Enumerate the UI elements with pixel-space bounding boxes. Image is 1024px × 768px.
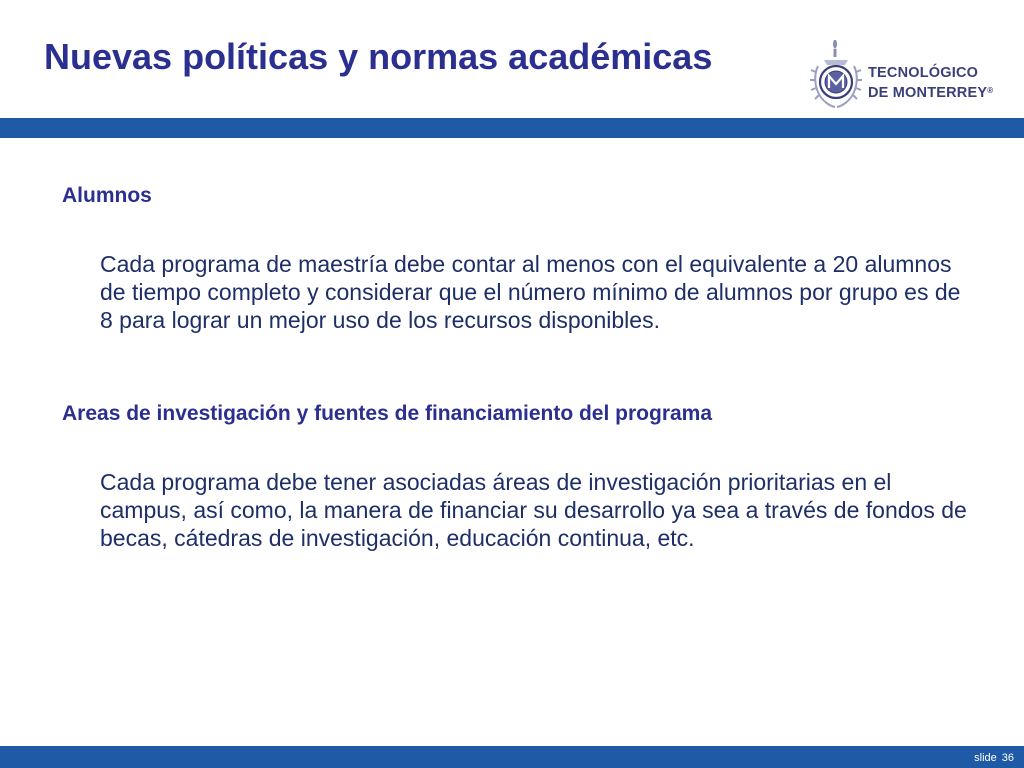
section-body-investigacion: Cada programa debe tener asociadas áreas de investigación prioritarias en el campus, así como, la manera de financiar su desarrollo ya sea a través de fondos de becas, cátedras de investigación, educación continua, etc. — [100, 469, 967, 551]
slide-title: Nuevas políticas y normas académicas — [44, 36, 713, 77]
logo-line-1: TECNOLÓGICO — [868, 65, 979, 81]
slide-number — [974, 752, 1014, 764]
slide-number-value: 36 — [1001, 752, 1014, 764]
institution-logo — [808, 38, 1008, 110]
slide-number-label: slide — [974, 752, 997, 764]
section-heading-investigacion: Areas de investigación y fuentes de financiamiento del programa — [62, 402, 713, 425]
section-body-alumnos: Cada programa de maestría debe contar al menos con el equivalente a 20 alumnos de tiempo completo y considerar que el número mínimo de alumnos por grupo es de 8 para lograr un mejor uso de los recursos disponibles. — [100, 251, 961, 333]
header-band — [0, 118, 1024, 138]
section-heading-alumnos: Alumnos — [62, 184, 152, 207]
logo-wordmark — [868, 64, 993, 102]
registered-mark: ® — [987, 86, 994, 95]
logo-line-2: DE MONTERREY — [868, 85, 988, 101]
slide-content — [62, 180, 972, 552]
footer-band — [0, 746, 1024, 768]
logo-line-2-wrap — [868, 82, 993, 102]
seal-icon — [808, 38, 864, 110]
